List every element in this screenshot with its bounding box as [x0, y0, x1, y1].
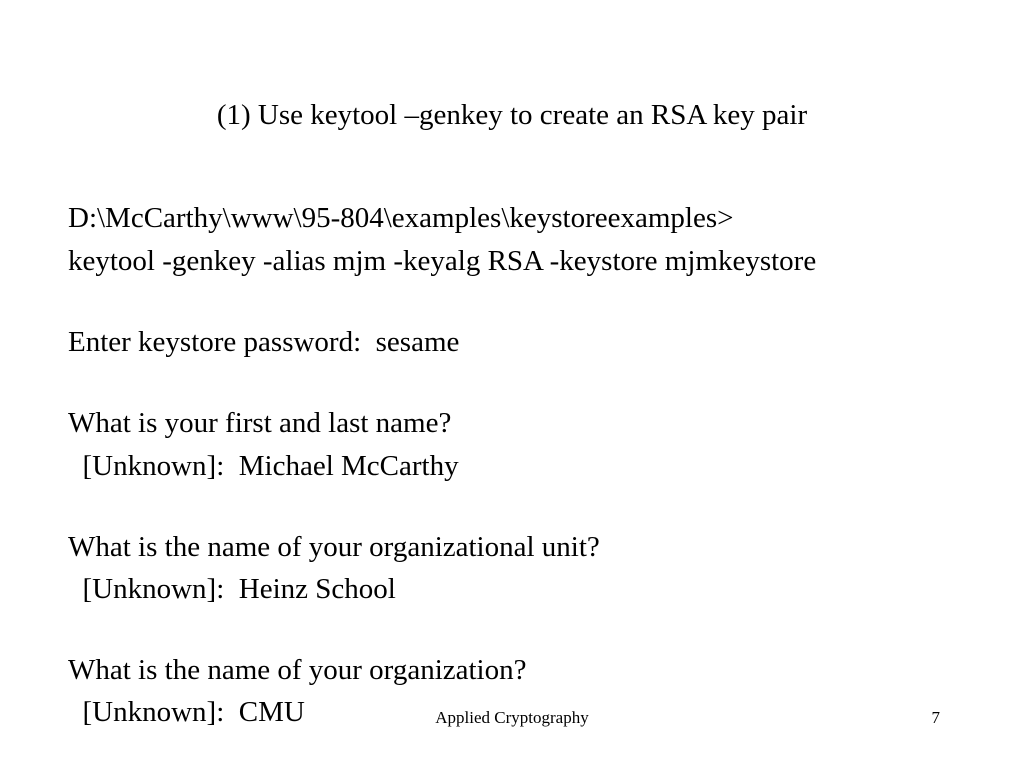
organization-question-line: What is the name of your organization? — [68, 654, 527, 686]
name-answer-line: [Unknown]: Michael McCarthy — [68, 450, 459, 482]
organization-answer-line: [Unknown]: CMU — [68, 696, 305, 728]
slide-title: (1) Use keytool –genkey to create an RSA key pair — [216, 99, 808, 131]
unit-question-line: What is the name of your organizational unit? — [68, 531, 600, 563]
unit-answer-line: [Unknown]: Heinz School — [68, 573, 396, 605]
page-number: 7 — [931, 708, 940, 727]
footer-course-title: Applied Cryptography — [435, 708, 589, 727]
command-prompt-line: D:\McCarthy\www\95-804\examples\keystoreexamples> — [68, 202, 734, 234]
command-line: keytool -genkey -alias mjm -keyalg RSA -keystore mjmkeystore — [68, 245, 817, 277]
password-prompt-line: Enter keystore password: sesame — [68, 326, 460, 358]
name-question-line: What is your first and last name? — [68, 407, 452, 439]
